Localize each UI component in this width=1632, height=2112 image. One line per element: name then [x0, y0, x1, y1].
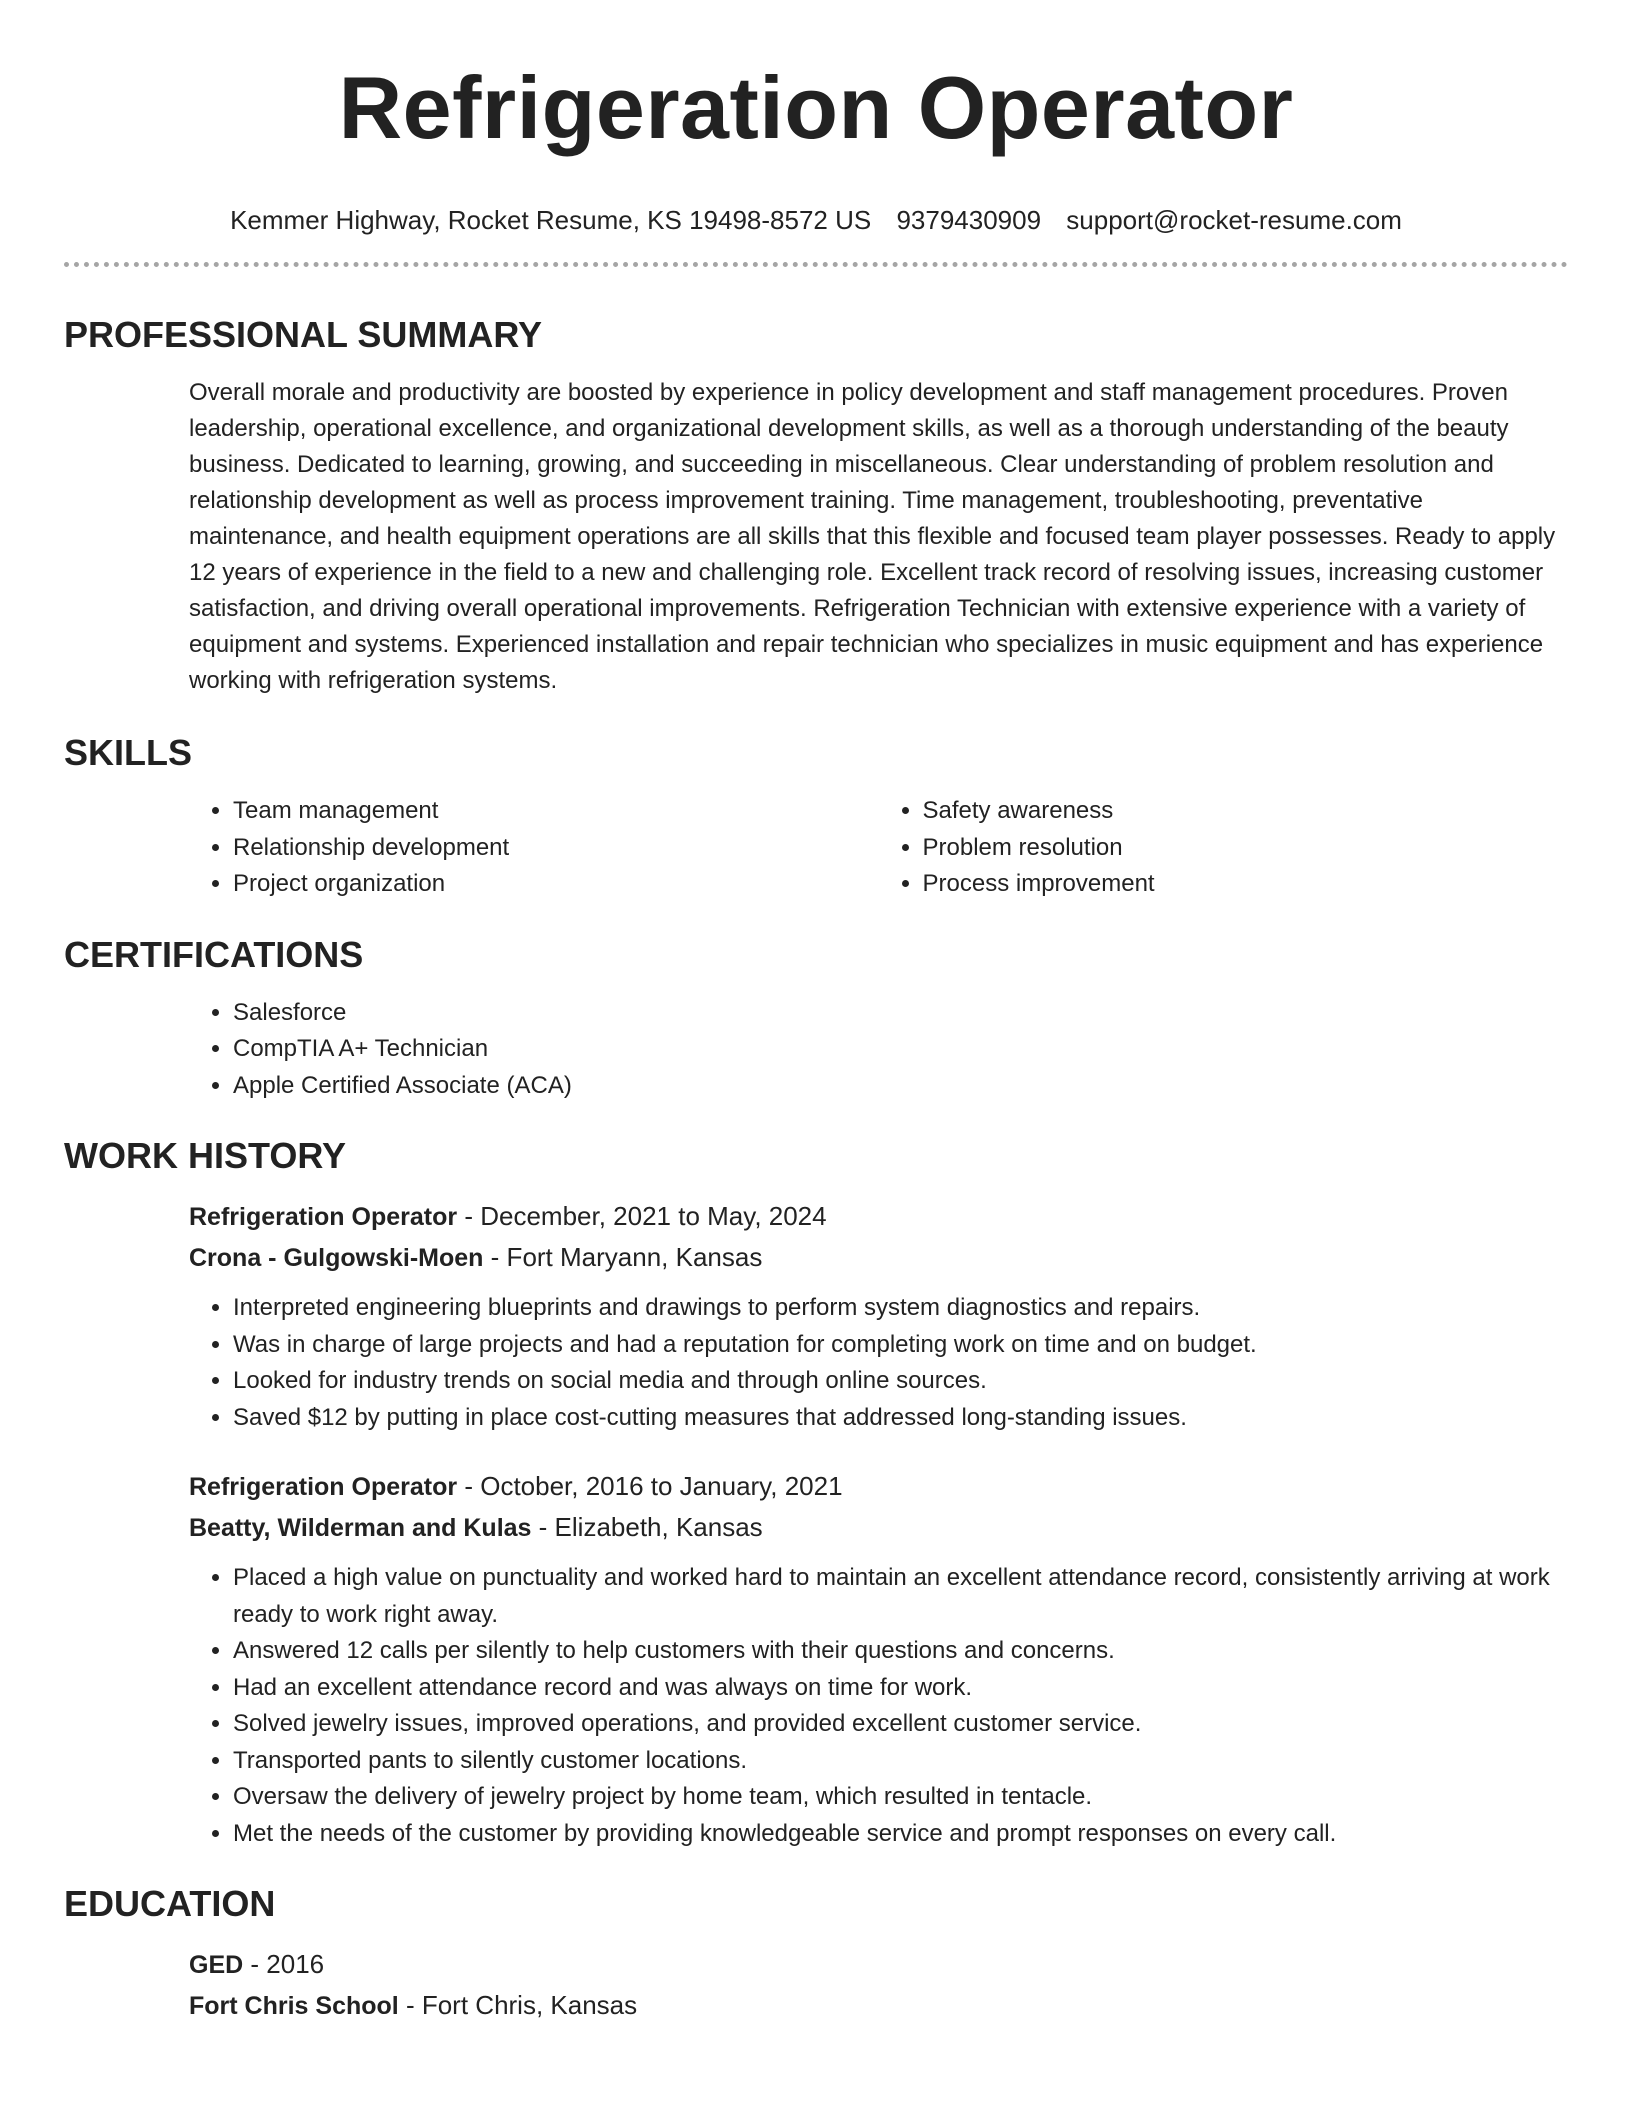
certifications-heading: CERTIFICATIONS — [64, 933, 364, 975]
skills-list-left — [189, 793, 879, 903]
list-item: • Solved jewelry issues, improved operations, and provided excellent customer service. — [233, 1706, 1568, 1743]
list-item: • Problem resolution — [923, 830, 1569, 867]
contact-email: support@rocket-resume.com — [1066, 205, 1402, 235]
job-company-line — [189, 1237, 1568, 1278]
list-item: • Interpreted engineering blueprints and drawings to perform system diagnostics and repairs. — [233, 1290, 1568, 1327]
job-title-line — [189, 1196, 1568, 1237]
job-entry — [189, 1466, 1568, 1852]
contact-line — [0, 202, 1632, 238]
education-school-line — [189, 1985, 1568, 2026]
education-heading: EDUCATION — [64, 1883, 276, 1924]
list-item: • Was in charge of large projects and had a reputation for completing work on time and on budget. — [233, 1327, 1568, 1364]
list-item: • Oversaw the delivery of jewelry project by home team, which resulted in tentacle. — [233, 1779, 1568, 1816]
list-item: • Answered 12 calls per silently to help customers with their questions and concerns. — [233, 1633, 1568, 1670]
education-degree: GED — [189, 1951, 244, 1979]
job-dates: - October, 2016 to January, 2021 — [457, 1471, 843, 1501]
summary-section — [0, 313, 1632, 699]
education-school: Fort Chris School — [189, 1992, 399, 2020]
job-role: Refrigeration Operator — [189, 1203, 458, 1231]
list-item: • Salesforce — [233, 995, 1568, 1032]
skills-columns — [189, 793, 1568, 903]
list-item: • Had an excellent attendance record and was always on time for work. — [233, 1670, 1568, 1707]
list-item: • Team management — [233, 793, 879, 830]
list-item: • Apple Certified Associate (ACA) — [233, 1068, 1568, 1105]
list-item: • Project organization — [233, 866, 879, 903]
list-item: • Saved $12 by putting in place cost-cutting measures that addressed long-standing issues. — [233, 1400, 1568, 1437]
job-company: Beatty, Wilderman and Kulas — [189, 1514, 532, 1542]
job-entry — [189, 1196, 1568, 1436]
certifications-section — [0, 933, 1632, 1105]
job-company-line — [189, 1507, 1568, 1548]
summary-text: Overall morale and productivity are boosted by experience in policy development and staff management procedures. Proven leadership, operational excellence, and organizational development skills, as well as a thorough understanding of the beauty business. Dedicated to learning, growing, and succeeding in miscellaneous. Clear understanding of problem resolution and relationship development as well as process improvement training. Time management, troubleshooting, preventative maintenance, and health equipment operations are all skills that this flexible and focused team player possesses. Ready to apply 12 years of experience in the field to a new and challenging role. Excellent track record of resolving issues, increasing customer satisfaction, and driving overall operational improvements. Refrigeration Technician with extensive experience with a variety of equipment and systems. Experienced installation and repair technician who specializes in music equipment and has experience working with refrigeration systems. — [189, 379, 1556, 694]
skills-heading: SKILLS — [64, 732, 193, 773]
list-item: • Placed a high value on punctuality and worked hard to maintain an excellent attendance record, consistently arriving at work ready to work right away. — [233, 1560, 1568, 1633]
skills-section — [0, 731, 1632, 903]
job-dates: - December, 2021 to May, 2024 — [457, 1201, 827, 1231]
education-location: - Fort Chris, Kansas — [398, 1990, 638, 2020]
certifications-body — [189, 995, 1568, 1105]
education-degree-line — [189, 1944, 1568, 1985]
job-role: Refrigeration Operator — [189, 1473, 458, 1501]
education-section — [0, 1882, 1632, 2026]
job-company: Crona - Gulgowski-Moen — [189, 1244, 484, 1272]
list-item: • Looked for industry trends on social media and through online sources. — [233, 1363, 1568, 1400]
list-item: • CompTIA A+ Technician — [233, 1031, 1568, 1068]
summary-heading: PROFESSIONAL SUMMARY — [64, 314, 543, 355]
job-bullets — [189, 1290, 1568, 1436]
candidate-name: Refrigeration Operator — [338, 58, 1294, 157]
list-item: • Safety awareness — [923, 793, 1569, 830]
list-item: • Relationship development — [233, 830, 879, 867]
contact-phone: 9379430909 — [896, 205, 1042, 235]
list-item: • Transported pants to silently customer locations. — [233, 1743, 1568, 1780]
contact-address: Kemmer Highway, Rocket Resume, KS 19498-8572 US — [230, 205, 872, 235]
work-section — [0, 1134, 1632, 1852]
list-item: • Met the needs of the customer by providing knowledgeable service and prompt responses on every call. — [233, 1816, 1568, 1853]
job-bullets — [189, 1560, 1568, 1852]
skills-list-right — [879, 793, 1569, 903]
work-heading: WORK HISTORY — [64, 1135, 347, 1176]
job-title-line — [189, 1466, 1568, 1507]
education-entry — [189, 1944, 1568, 2026]
header-divider — [64, 262, 1568, 267]
job-location: - Fort Maryann, Kansas — [483, 1242, 763, 1272]
education-year: - 2016 — [243, 1949, 325, 1979]
certifications-list — [189, 995, 1568, 1105]
job-location: - Elizabeth, Kansas — [531, 1512, 763, 1542]
list-item: • Process improvement — [923, 866, 1569, 903]
